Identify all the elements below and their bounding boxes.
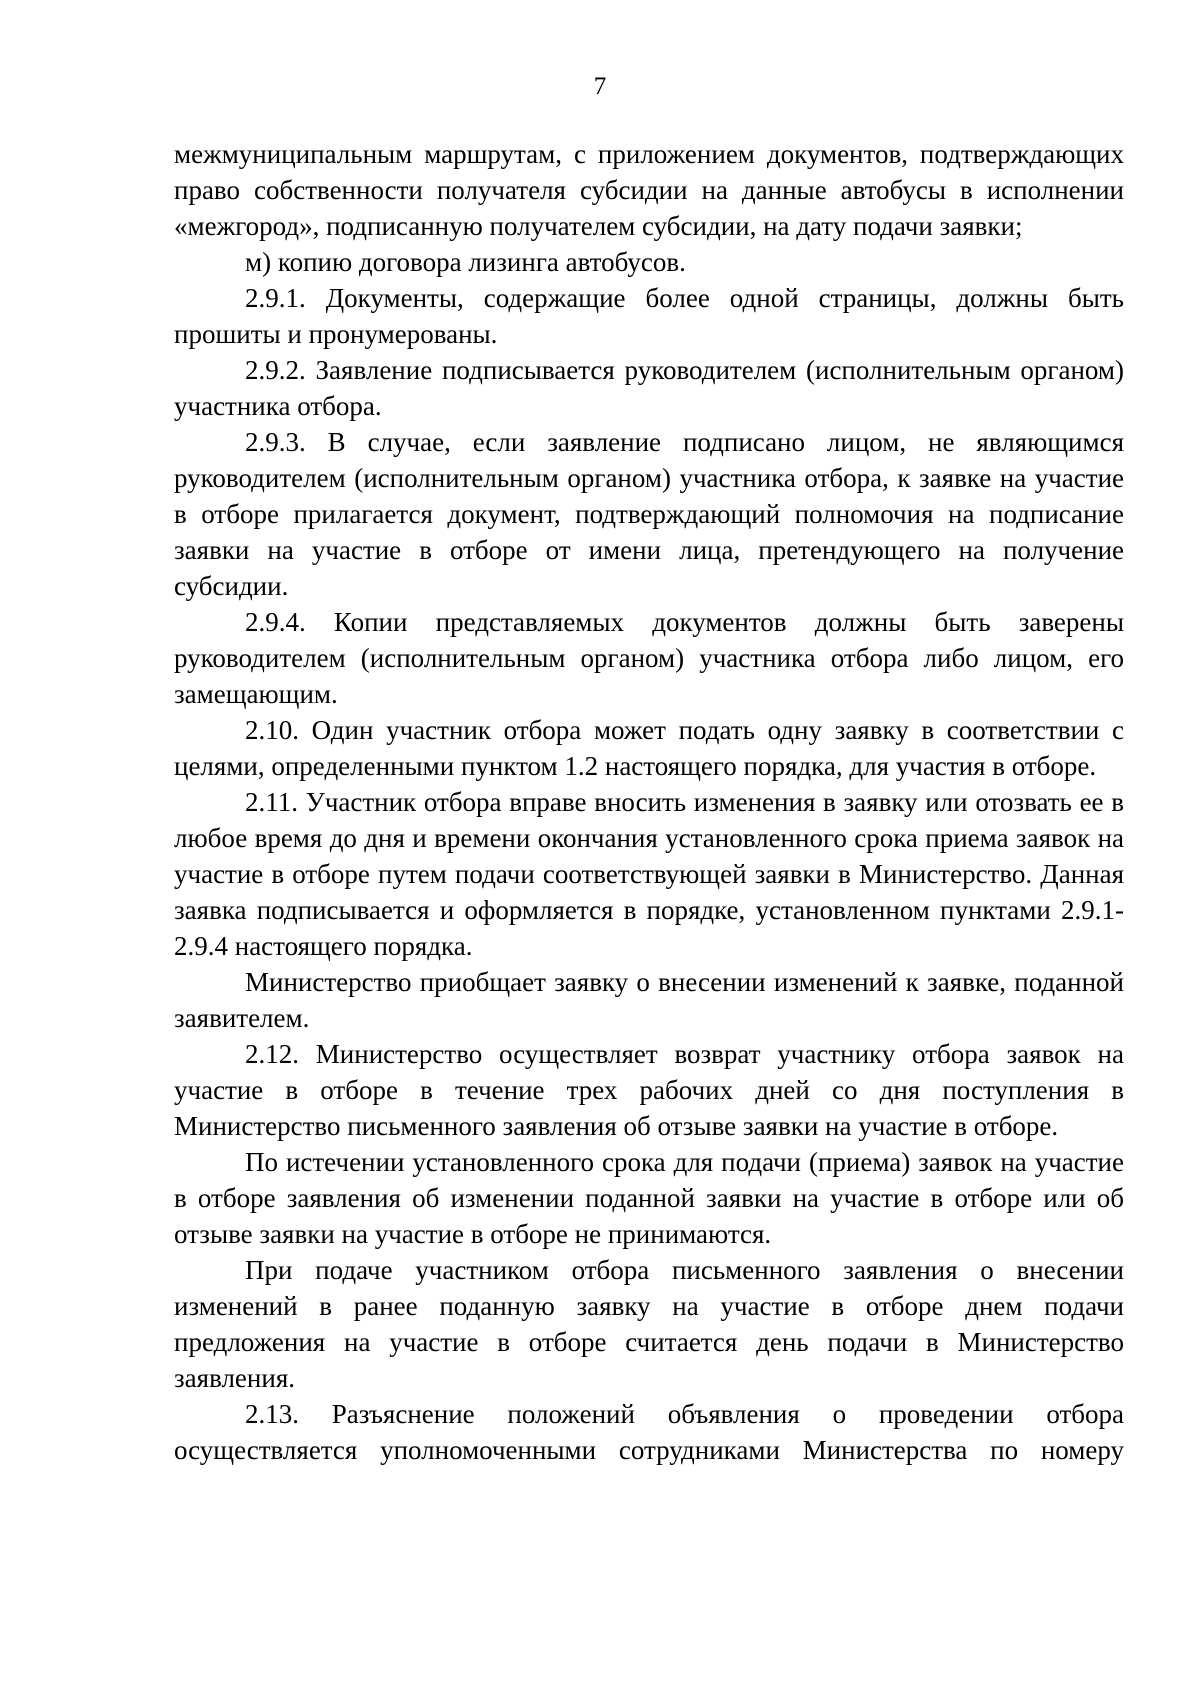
paragraph-2-13: 2.13. Разъяснение положений объявления о проведении отбора осуществляется уполномоченными сотрудниками Министерства по номеру <box>174 1399 1124 1465</box>
paragraph-2-9-4: 2.9.4. Копии представляемых документов должны быть заверены руководителем (исполнительным органом) участника отбора либо лицом, его замещающим. <box>174 607 1124 709</box>
paragraph-2-9-1: 2.9.1. Документы, содержащие более одной страницы, должны быть прошиты и пронумерованы. <box>174 283 1124 349</box>
paragraph-ministry-attaches: Министерство приобщает заявку о внесении изменений к заявке, поданной заявителем. <box>174 967 1124 1033</box>
paragraph-continuation: межмуниципальным маршрутам, с приложением документов, подтверждающих право собственности получателя субсидии на данные автобусы в исполнении «межгород», подписанную получателем субсидии, на дату подачи заявки; <box>174 139 1124 241</box>
document-body <box>174 136 1124 1468</box>
paragraph-2-12: 2.12. Министерство осуществляет возврат участнику отбора заявок на участие в отборе в течение трех рабочих дней со дня поступления в Министерство письменного заявления об отзыве заявки на участие в отборе. <box>174 1039 1124 1141</box>
paragraph-item-m: м) копию договора лизинга автобусов. <box>245 247 686 277</box>
paragraph-deadline-expiry: По истечении установленного срока для подачи (приема) заявок на участие в отборе заявления об изменении поданной заявки на участие в отборе или об отзыве заявки на участие в отборе не принимаются. <box>174 1147 1124 1249</box>
paragraph-submission-date: При подаче участником отбора письменного заявления о внесении изменений в ранее поданную заявку на участие в отборе днем подачи предложения на участие в отборе считается день подачи в Министерство заявления. <box>174 1255 1124 1393</box>
page-number: 7 <box>593 73 607 100</box>
paragraph-2-11: 2.11. Участник отбора вправе вносить изменения в заявку или отозвать ее в любое время до дня и времени окончания установленного срока приема заявок на участие в отборе путем подачи соответствующей заявки в Министерство. Данная заявка подписывается и оформляется в порядке, установленном пунктами 2.9.1-2.9.4 настоящего порядка. <box>174 787 1124 961</box>
paragraph-2-9-2: 2.9.2. Заявление подписывается руководителем (исполнительным органом) участника отбора. <box>174 355 1124 421</box>
paragraph-2-9-3: 2.9.3. В случае, если заявление подписано лицом, не являющимся руководителем (исполнительным органом) участника отбора, к заявке на участие в отборе прилагается документ, подтверждающий полномочия на подписание заявки на участие в отборе от имени лица, претендующего на получение субсидии. <box>174 427 1124 601</box>
paragraph-2-10: 2.10. Один участник отбора может подать одну заявку в соответствии с целями, определенными пунктом 1.2 настоящего порядка, для участия в отборе. <box>174 715 1124 781</box>
